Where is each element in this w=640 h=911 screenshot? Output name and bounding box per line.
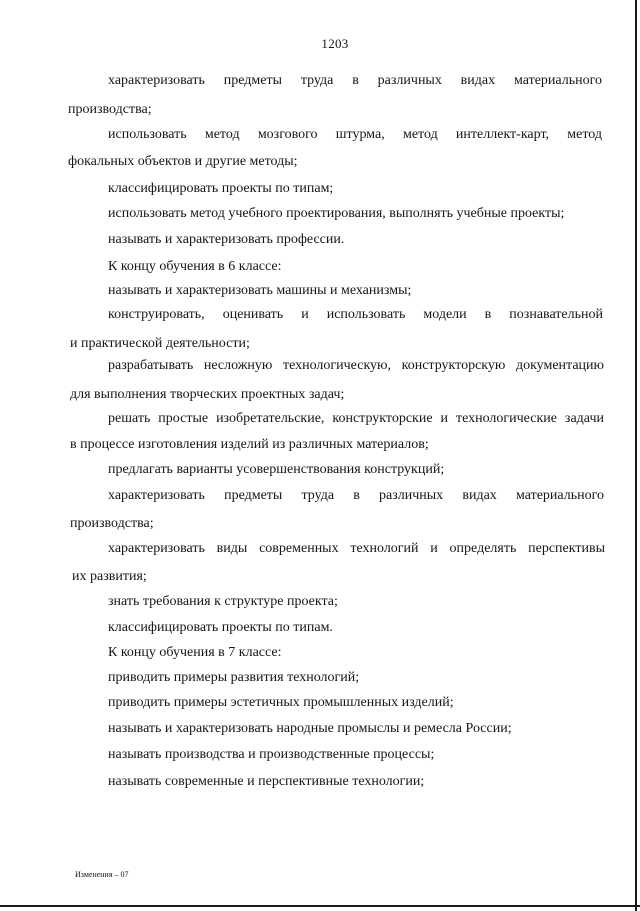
text-line: характеризовать предметы труда в различных видах материального [108,73,602,88]
text-line: фокальных объектов и другие методы; [68,154,298,169]
text-line: характеризовать предметы труда в различных видах материального [108,488,604,503]
text-line: знать требования к структуре проекта; [108,594,338,609]
text-line: называть и характеризовать машины и механизмы; [108,283,412,298]
text-line: производства; [68,102,152,117]
text-line: К концу обучения в 7 классе: [108,645,282,660]
text-line: называть и характеризовать народные промыслы и ремесла России; [108,721,512,736]
text-line: классифицировать проекты по типам. [108,620,333,635]
text-line: для выполнения творческих проектных задач; [70,387,345,402]
page-number: 1203 [321,36,349,51]
text-line: называть и характеризовать профессии. [108,232,345,247]
text-line: называть производства и производственные процессы; [108,747,435,762]
text-line: производства; [70,516,154,531]
text-line: и практической деятельности; [70,336,250,351]
text-line: решать простые изобретательские, конструкторские и технологические задачи [108,411,604,426]
text-line: характеризовать виды современных технологий и определять перспективы [108,541,605,556]
text-line: К концу обучения в 6 классе: [108,259,282,274]
text-line: приводить примеры развития технологий; [108,670,360,685]
scan-border-bottom [0,905,640,907]
text-line: использовать метод мозгового штурма, метод интеллект-карт, метод [108,127,602,142]
text-line: приводить примеры эстетичных промышленных изделий; [108,695,454,710]
footer-revision-note: Изменения – 07 [75,870,129,879]
scan-border-right [635,0,637,911]
text-line: предлагать варианты усовершенствования конструкций; [108,462,445,477]
text-line: использовать метод учебного проектирования, выполнять учебные проекты; [108,206,565,221]
text-line: их развития; [72,569,147,584]
text-line: разрабатывать несложную технологическую, конструкторскую документацию [108,358,604,373]
text-line: называть современные и перспективные технологии; [108,774,425,789]
text-line: в процессе изготовления изделий из различных материалов; [70,437,429,452]
text-line: классифицировать проекты по типам; [108,181,334,196]
text-line: конструировать, оценивать и использовать модели в познавательной [108,307,603,322]
